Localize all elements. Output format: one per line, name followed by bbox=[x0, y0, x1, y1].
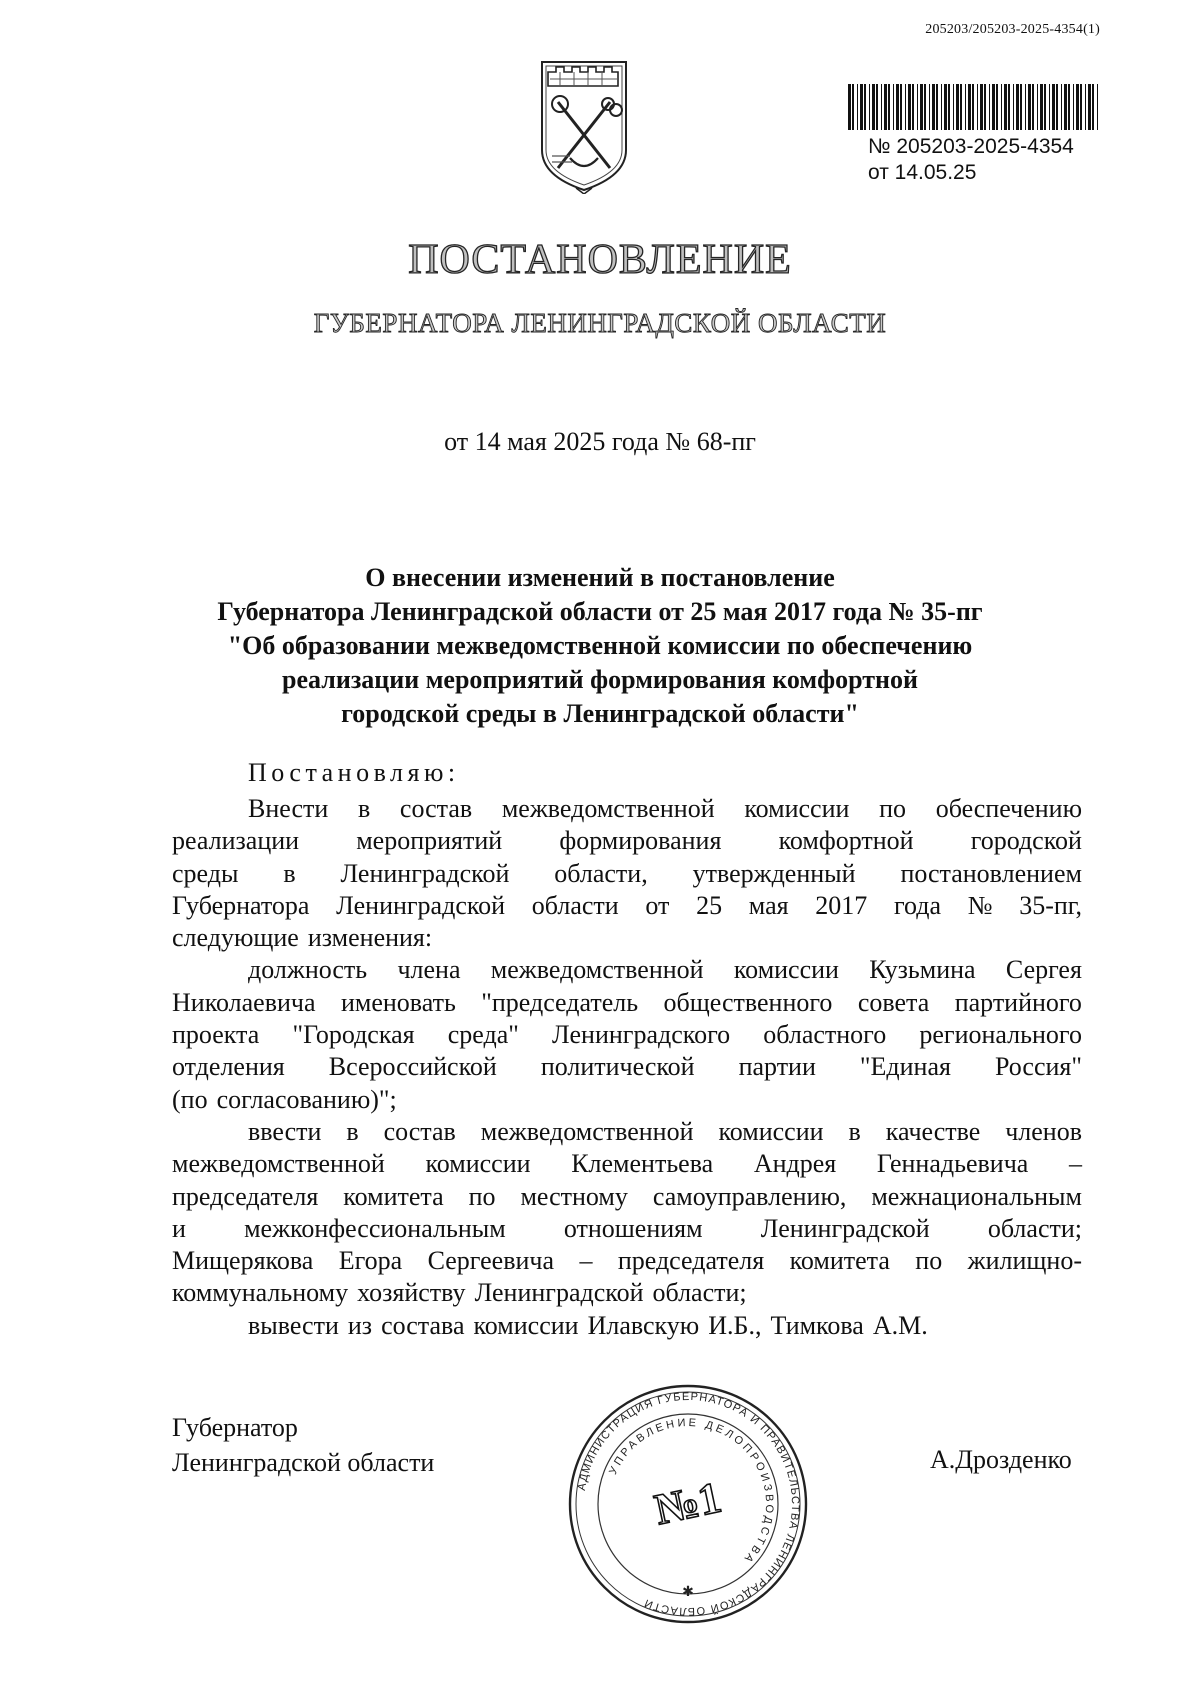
body-word: Тимкова bbox=[770, 1310, 864, 1340]
heading-line: городской среды в Ленинградской области" bbox=[341, 699, 859, 728]
body-line bbox=[172, 987, 1082, 1019]
barcode-bar bbox=[900, 84, 902, 130]
body-word: Ленинградского bbox=[552, 1020, 731, 1050]
barcode-bar bbox=[965, 84, 966, 130]
registration-info bbox=[868, 134, 1074, 186]
body-word: Егора bbox=[338, 1246, 403, 1276]
body-word: коммунальному bbox=[172, 1278, 349, 1308]
body-word: в bbox=[346, 1116, 359, 1146]
body-word: утвержденный bbox=[692, 858, 856, 888]
body-word: обеспечению bbox=[935, 794, 1082, 823]
body-word: (по bbox=[172, 1084, 208, 1114]
body-word: партийного bbox=[954, 987, 1082, 1017]
body-line bbox=[172, 922, 1082, 954]
body-word: мероприятий bbox=[356, 826, 503, 856]
barcode-bar bbox=[1001, 84, 1002, 130]
barcode-bar bbox=[1064, 84, 1067, 130]
barcode-bar bbox=[860, 84, 863, 130]
body-word: в bbox=[848, 1116, 861, 1146]
barcode-bar bbox=[944, 84, 947, 130]
barcode-bar bbox=[956, 84, 959, 130]
document-heading bbox=[150, 561, 1050, 731]
heading-line: О внесении изменений в постановление bbox=[365, 563, 835, 592]
body-word: "Городская bbox=[292, 1020, 415, 1050]
body-word: должность bbox=[248, 955, 368, 985]
barcode-bar bbox=[1097, 84, 1098, 130]
coat-of-arms-icon bbox=[538, 58, 630, 194]
barcode-bar bbox=[1068, 84, 1070, 130]
barcode-bar bbox=[953, 84, 954, 130]
body-word: 25 bbox=[696, 890, 723, 920]
barcode-bar bbox=[924, 84, 926, 130]
barcode-bar bbox=[1044, 84, 1046, 130]
barcode-bar bbox=[1049, 84, 1050, 130]
barcode-bar bbox=[1020, 84, 1022, 130]
barcode-bar bbox=[980, 84, 983, 130]
body-word: реализации bbox=[172, 826, 300, 856]
body-word: постановлением bbox=[900, 858, 1082, 888]
body-word: Сергея bbox=[1005, 955, 1082, 985]
body-word: среды bbox=[172, 858, 239, 888]
body-word: межведомственной bbox=[172, 1149, 385, 1179]
barcode-bar bbox=[932, 84, 935, 130]
body-word: Илавскую bbox=[587, 1310, 700, 1340]
barcode-bar bbox=[984, 84, 986, 130]
barcode-bar bbox=[1008, 84, 1010, 130]
barcode-bar bbox=[972, 84, 974, 130]
barcode-bar bbox=[857, 84, 858, 130]
barcode-bar bbox=[872, 84, 875, 130]
official-stamp bbox=[568, 1384, 808, 1624]
body-line bbox=[172, 1019, 1082, 1051]
body-word: области; bbox=[652, 1278, 747, 1308]
body-line bbox=[172, 1245, 1082, 1277]
barcode-bar bbox=[929, 84, 930, 130]
barcode-bar bbox=[1085, 84, 1086, 130]
body-word: – bbox=[579, 1246, 593, 1276]
body-word: городской bbox=[970, 826, 1082, 856]
barcode-bar bbox=[992, 84, 995, 130]
body-word: Губернатора bbox=[172, 890, 310, 920]
document-title: ПОСТАНОВЛЕНИЕ bbox=[408, 237, 792, 283]
body-word: председателя bbox=[617, 1246, 765, 1276]
body-word: области, bbox=[554, 858, 648, 888]
body-word: вывести bbox=[248, 1310, 339, 1340]
barcode-bar bbox=[1080, 84, 1082, 130]
body-word: Геннадьевича bbox=[876, 1149, 1029, 1179]
body-line bbox=[172, 1116, 1082, 1148]
body-word: хозяйству bbox=[357, 1278, 466, 1308]
body-line bbox=[172, 1084, 1082, 1116]
barcode-bar bbox=[1028, 84, 1031, 130]
body-word: партии bbox=[738, 1052, 816, 1082]
barcode-bar bbox=[1016, 84, 1019, 130]
barcode-bar bbox=[848, 84, 851, 130]
barcode-bar bbox=[1013, 84, 1014, 130]
signatory-name: А.Дрозденко bbox=[930, 1445, 1072, 1474]
document-issuer: ГУБЕРНАТОРА ЛЕНИНГРАДСКОЙ ОБЛАСТИ bbox=[313, 308, 887, 338]
document-body bbox=[172, 793, 1082, 1342]
barcode-bar bbox=[936, 84, 938, 130]
barcode-bar bbox=[1061, 84, 1062, 130]
document-id: 205203/205203-2025-4354(1) bbox=[925, 22, 1100, 37]
position-line: Ленинградской области bbox=[172, 1448, 435, 1477]
body-word: области bbox=[531, 890, 619, 920]
body-word: согласованию)"; bbox=[216, 1084, 397, 1114]
body-word: комиссии bbox=[473, 1310, 579, 1340]
barcode-bar bbox=[864, 84, 866, 130]
stamp-inner-text: УПРАВЛЕНИЕ ДЕЛОПРОИЗВОДСТВА bbox=[607, 1416, 776, 1567]
body-word: "председатель bbox=[481, 987, 639, 1017]
body-word: следующие bbox=[172, 923, 299, 953]
barcode-bar bbox=[1088, 84, 1091, 130]
stamp-number: №1 bbox=[650, 1472, 726, 1535]
body-word: по bbox=[468, 1181, 496, 1211]
body-word: формирования bbox=[559, 826, 722, 856]
body-line bbox=[172, 1277, 1082, 1309]
decree-word: Постановляю: bbox=[248, 758, 460, 787]
barcode-bar bbox=[893, 84, 894, 130]
body-line bbox=[172, 825, 1082, 857]
barcode-bar bbox=[1052, 84, 1055, 130]
body-word: И.Б., bbox=[708, 1310, 762, 1340]
body-word: Ленинградской bbox=[474, 1278, 644, 1308]
body-word: года bbox=[893, 890, 941, 920]
body-word: по bbox=[879, 794, 907, 823]
barcode-bar bbox=[912, 84, 914, 130]
barcode-bar bbox=[876, 84, 878, 130]
body-word: председателя bbox=[172, 1181, 319, 1211]
body-word: Всероссийской bbox=[328, 1052, 497, 1082]
body-word: члена bbox=[397, 955, 461, 985]
barcode-bar bbox=[1073, 84, 1074, 130]
body-word: областного bbox=[763, 1020, 887, 1050]
body-word: именовать bbox=[340, 987, 456, 1017]
registration-date: от 14.05.25 bbox=[868, 161, 977, 184]
body-word: области; bbox=[987, 1213, 1082, 1243]
body-word: Внести bbox=[248, 794, 329, 823]
barcode-bar bbox=[917, 84, 918, 130]
body-word: Сергеевича bbox=[427, 1246, 555, 1276]
signatory-position bbox=[172, 1410, 434, 1480]
body-word: совета bbox=[857, 987, 930, 1017]
body-word: ввести bbox=[248, 1116, 322, 1146]
barcode-bar bbox=[888, 84, 890, 130]
body-word: жилищно- bbox=[967, 1246, 1082, 1276]
body-word: комфортной bbox=[778, 826, 914, 856]
barcode-bar bbox=[941, 84, 942, 130]
body-word: межведомственной bbox=[501, 794, 715, 823]
stamp-star-icon: ✱ bbox=[682, 1585, 694, 1600]
barcode-bar bbox=[908, 84, 911, 130]
body-word: регионального bbox=[919, 1020, 1082, 1050]
body-word: 35-пг, bbox=[1019, 890, 1082, 920]
body-word: отношениям bbox=[563, 1213, 703, 1243]
body-word: межведомственной bbox=[480, 1116, 694, 1146]
barcode-bar bbox=[948, 84, 950, 130]
body-word: качестве bbox=[885, 1116, 981, 1146]
barcode-bar bbox=[1032, 84, 1034, 130]
barcode-bar bbox=[896, 84, 899, 130]
body-word: состав bbox=[399, 794, 473, 823]
body-word: № bbox=[967, 890, 993, 920]
body-word: местному bbox=[520, 1181, 628, 1211]
barcode-bar bbox=[905, 84, 906, 130]
body-word: межнациональным bbox=[871, 1181, 1082, 1211]
body-line bbox=[172, 1181, 1082, 1213]
body-word: и bbox=[172, 1213, 186, 1243]
barcode-bar bbox=[869, 84, 870, 130]
body-word: Николаевича bbox=[172, 987, 316, 1017]
body-word: Россия" bbox=[994, 1052, 1082, 1082]
body-word: 2017 bbox=[815, 890, 868, 920]
barcode-bar bbox=[1025, 84, 1026, 130]
body-word: комиссии bbox=[744, 794, 850, 823]
barcode-bar bbox=[852, 84, 854, 130]
body-word: комиссии bbox=[425, 1149, 531, 1179]
barcode-bar bbox=[996, 84, 998, 130]
body-line bbox=[172, 793, 1082, 825]
body-word: состав bbox=[383, 1116, 456, 1146]
body-word: Ленинградской bbox=[760, 1213, 930, 1243]
date-line: от 14 мая 2025 года № 68-пг bbox=[444, 427, 756, 456]
barcode-bar bbox=[989, 84, 990, 130]
barcode-bar bbox=[960, 84, 962, 130]
body-word: межконфессиональным bbox=[244, 1213, 506, 1243]
barcode-bar bbox=[884, 84, 887, 130]
body-word: самоуправлению, bbox=[652, 1181, 847, 1211]
barcode-bar bbox=[1037, 84, 1038, 130]
body-word: общественного bbox=[663, 987, 833, 1017]
barcode-bar bbox=[920, 84, 923, 130]
body-word: проекта bbox=[172, 1020, 260, 1050]
registration-number: № 205203-2025-4354 bbox=[868, 135, 1074, 158]
body-word: из bbox=[347, 1310, 373, 1340]
body-word: в bbox=[357, 794, 371, 823]
heading-line: реализации мероприятий формирования комфортной bbox=[282, 665, 918, 694]
body-word: Андрея bbox=[753, 1149, 837, 1179]
body-word: среда" bbox=[447, 1020, 519, 1050]
body-line bbox=[172, 858, 1082, 890]
body-word: членов bbox=[1005, 1116, 1082, 1146]
body-word: Ленинградской bbox=[340, 858, 510, 888]
body-word: Клементьева bbox=[571, 1149, 714, 1179]
body-word: – bbox=[1068, 1149, 1082, 1179]
body-word: комитета bbox=[343, 1181, 444, 1211]
body-word: А.М. bbox=[872, 1310, 928, 1340]
body-word: изменения: bbox=[307, 923, 433, 953]
body-word: состава bbox=[381, 1310, 465, 1340]
body-word: политической bbox=[540, 1052, 695, 1082]
body-word: Ленинградской bbox=[336, 890, 506, 920]
barcode bbox=[848, 84, 1100, 130]
heading-line: Губернатора Ленинградской области от 25 мая 2017 года № 35-пг bbox=[217, 597, 983, 626]
barcode-bar bbox=[881, 84, 882, 130]
barcode-bar bbox=[1092, 84, 1094, 130]
body-word: комитета bbox=[789, 1246, 890, 1276]
position-line: Губернатор bbox=[172, 1413, 298, 1442]
body-word: мая bbox=[748, 890, 789, 920]
barcode-bar bbox=[1040, 84, 1043, 130]
barcode-bar bbox=[1076, 84, 1079, 130]
body-word: комиссии bbox=[733, 955, 839, 985]
barcode-bar bbox=[968, 84, 971, 130]
body-word: по bbox=[915, 1246, 943, 1276]
body-word: Кузьмина bbox=[869, 955, 976, 985]
body-word: межведомственной bbox=[490, 955, 704, 985]
body-word: "Единая bbox=[859, 1052, 951, 1082]
body-line bbox=[172, 1213, 1082, 1245]
body-word: отделения bbox=[172, 1052, 285, 1082]
body-line bbox=[172, 1051, 1082, 1083]
barcode-bar bbox=[1056, 84, 1058, 130]
body-word: от bbox=[645, 890, 670, 920]
body-word: в bbox=[283, 858, 296, 888]
stamp-outer-text: АДМИНИСТРАЦИЯ ГУБЕРНАТОРА И ПРАВИТЕЛЬСТВА ЛЕНИНГРАДСКОЙ ОБЛАСТИ bbox=[575, 1390, 802, 1618]
body-line bbox=[172, 954, 1082, 986]
body-word: Мищерякова bbox=[172, 1246, 314, 1276]
body-line bbox=[172, 1148, 1082, 1180]
body-line bbox=[172, 890, 1082, 922]
body-line bbox=[172, 1310, 1082, 1342]
heading-line: "Об образовании межведомственной комиссии по обеспечению bbox=[227, 631, 973, 660]
barcode-bar bbox=[977, 84, 978, 130]
barcode-bar bbox=[1004, 84, 1007, 130]
body-word: комиссии bbox=[718, 1116, 824, 1146]
